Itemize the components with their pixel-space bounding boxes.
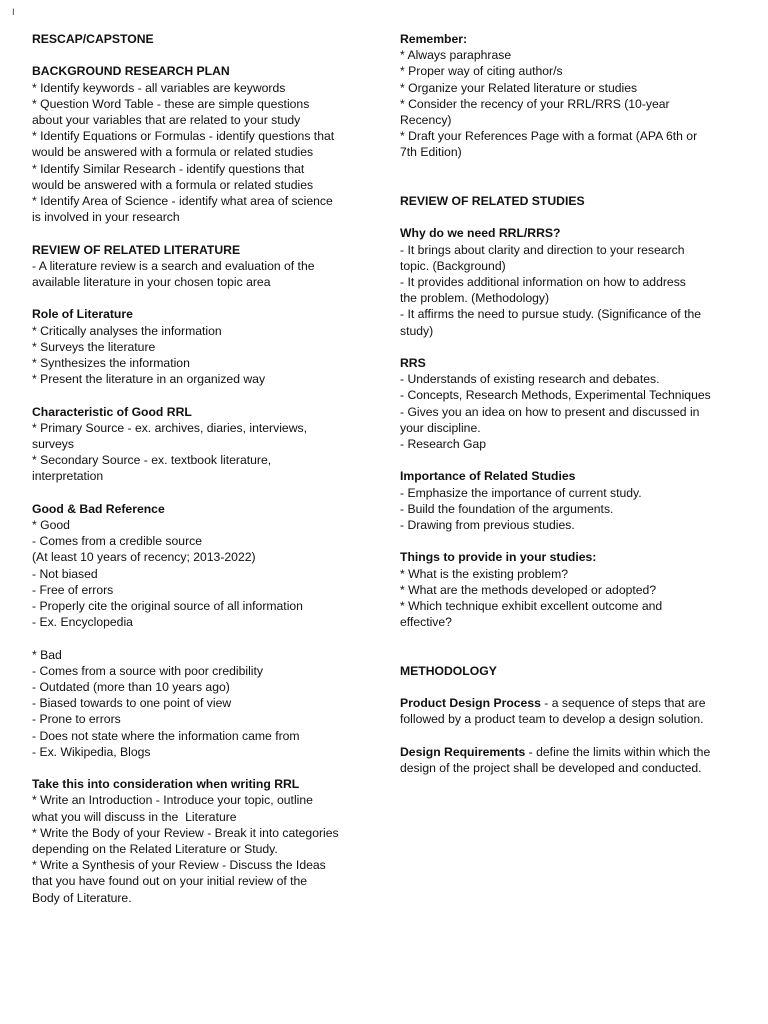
section-heading: Characteristic of Good RRL bbox=[32, 404, 192, 419]
blank-line bbox=[400, 161, 740, 177]
definition-term: Product Design Process bbox=[400, 696, 541, 711]
text-line: - Biased towards to one point of view bbox=[32, 696, 232, 711]
text-line: is involved in your research bbox=[32, 210, 180, 225]
text-line: * Identify Area of Science - identify what area of science bbox=[32, 194, 333, 209]
text-line: that you have found out on your initial review of the bbox=[32, 874, 308, 889]
text-line: * Identify keywords - all variables are keywords bbox=[32, 80, 286, 95]
text-line: * Proper way of citing author/s bbox=[400, 64, 563, 79]
text-line: * Draft your References Page with a format (APA 6th or bbox=[400, 129, 698, 144]
text-line: * Present the literature in an organized way bbox=[32, 372, 266, 387]
text-line: 7th Edition) bbox=[400, 145, 462, 160]
text-line: - Drawing from previous studies. bbox=[400, 518, 575, 533]
text-line: - Does not state where the information came from bbox=[32, 728, 300, 743]
text-line: what you will discuss in the Literature bbox=[32, 809, 237, 824]
text-line: * Primary Source - ex. archives, diaries, interviews, bbox=[32, 420, 307, 435]
right-column bbox=[400, 31, 740, 776]
blank-line bbox=[32, 47, 372, 63]
section-heading: Good & Bad Reference bbox=[32, 501, 165, 516]
text-line: * Surveys the literature bbox=[32, 339, 156, 354]
text-line: * Write a Synthesis of your Review - Discuss the Ideas bbox=[32, 858, 326, 873]
text-line: available literature in your chosen topic area bbox=[32, 275, 271, 290]
text-line: * Identify Similar Research - identify questions that bbox=[32, 161, 305, 176]
blank-line bbox=[400, 728, 740, 744]
blank-line bbox=[32, 760, 372, 776]
blank-line bbox=[400, 533, 740, 549]
text-line: design of the project shall be developed and conducted. bbox=[400, 760, 702, 775]
blank-line bbox=[400, 177, 740, 193]
text-line: * What are the methods developed or adopted? bbox=[400, 582, 657, 597]
blank-line bbox=[400, 452, 740, 468]
text-line: about your variables that are related to your study bbox=[32, 113, 301, 127]
definition-text: - define the limits within which the bbox=[525, 744, 711, 759]
definition-text: - a sequence of steps that are bbox=[540, 696, 706, 711]
text-line: * Organize your Related literature or studies bbox=[400, 80, 638, 95]
text-line: - Understands of existing research and debates. bbox=[400, 372, 660, 387]
definition-line bbox=[400, 695, 740, 711]
text-line: depending on the Related Literature or Study. bbox=[32, 842, 278, 857]
text-line: - Free of errors bbox=[32, 582, 114, 597]
blank-line bbox=[32, 630, 372, 646]
text-line: - Ex. Encyclopedia bbox=[32, 615, 133, 630]
text-line: would be answered with a formula or related studies bbox=[32, 145, 314, 160]
text-line: - It provides additional information on how to address bbox=[400, 275, 686, 289]
text-line: * Good bbox=[32, 518, 70, 533]
section-heading: Things to provide in your studies: bbox=[400, 550, 597, 565]
text-line: - Prone to errors bbox=[32, 712, 121, 727]
text-line: - Not biased bbox=[32, 566, 98, 581]
text-line: * Which technique exhibit excellent outcome and bbox=[400, 599, 663, 614]
section-heading: METHODOLOGY bbox=[400, 663, 497, 678]
text-line: followed by a product team to develop a design solution. bbox=[400, 712, 704, 727]
text-line: - Concepts, Research Methods, Experimental Techniques bbox=[400, 388, 711, 403]
definition-term: Design Requirements bbox=[400, 744, 526, 759]
section-heading: RESCAP/CAPSTONE bbox=[32, 32, 154, 46]
section-heading: REVIEW OF RELATED LITERATURE bbox=[32, 242, 241, 257]
text-line: * What is the existing problem? bbox=[400, 566, 568, 581]
text-line: * Write the Body of your Review - Break it into categories bbox=[32, 825, 339, 840]
blank-line bbox=[400, 630, 740, 646]
text-line: the problem. (Methodology) bbox=[400, 291, 550, 306]
blank-line bbox=[32, 387, 372, 403]
text-line: Body of Literature. bbox=[32, 890, 132, 905]
definition-line bbox=[400, 744, 740, 760]
blank-line bbox=[400, 209, 740, 225]
text-line: * Question Word Table - these are simple questions bbox=[32, 96, 310, 111]
blank-line bbox=[400, 339, 740, 355]
text-line: * Identify Equations or Formulas - identify questions that bbox=[32, 129, 335, 144]
section-heading: Remember: bbox=[400, 32, 468, 46]
text-line: Recency) bbox=[400, 113, 452, 128]
text-line: - Research Gap bbox=[400, 437, 487, 452]
text-line: * Write an Introduction - Introduce your topic, outline bbox=[32, 793, 313, 808]
section-heading: REVIEW OF RELATED STUDIES bbox=[400, 194, 585, 208]
text-line: surveys bbox=[32, 437, 74, 452]
text-line: - Gives you an idea on how to present and discussed in bbox=[400, 404, 700, 419]
blank-line bbox=[400, 679, 740, 695]
blank-line bbox=[400, 647, 740, 663]
text-line: your discipline. bbox=[400, 420, 481, 435]
text-line: topic. (Background) bbox=[400, 258, 506, 273]
text-line: would be answered with a formula or related studies bbox=[32, 177, 314, 192]
text-line: - Build the foundation of the arguments. bbox=[400, 501, 614, 516]
text-line: - Outdated (more than 10 years ago) bbox=[32, 680, 230, 695]
section-heading: Why do we need RRL/RRS? bbox=[400, 226, 561, 241]
text-line: * Synthesizes the information bbox=[32, 356, 190, 371]
section-heading: Take this into consideration when writing RRL bbox=[32, 777, 300, 792]
text-line: - Emphasize the importance of current study. bbox=[400, 485, 642, 500]
text-line: - Properly cite the original source of all information bbox=[32, 599, 303, 614]
text-line: * Bad bbox=[32, 647, 62, 662]
blank-line bbox=[32, 290, 372, 306]
blank-line bbox=[32, 485, 372, 501]
text-line: * Critically analyses the information bbox=[32, 323, 222, 338]
text-line: - It brings about clarity and direction to your research bbox=[400, 242, 685, 257]
text-cursor-mark: I bbox=[12, 8, 15, 18]
text-line: (At least 10 years of recency; 2013-2022) bbox=[32, 550, 256, 565]
left-column bbox=[32, 31, 372, 906]
text-line: study) bbox=[400, 323, 434, 338]
text-line: * Always paraphrase bbox=[400, 48, 512, 63]
section-heading: Role of Literature bbox=[32, 307, 133, 322]
text-line: - Comes from a credible source bbox=[32, 534, 203, 549]
text-line: interpretation bbox=[32, 469, 104, 484]
text-line: - Comes from a source with poor credibility bbox=[32, 663, 263, 678]
text-line: * Consider the recency of your RRL/RRS (10-year bbox=[400, 96, 670, 111]
section-heading: Importance of Related Studies bbox=[400, 469, 576, 484]
section-heading: RRS bbox=[400, 356, 426, 370]
text-line: * Secondary Source - ex. textbook literature, bbox=[32, 453, 272, 468]
text-line: - A literature review is a search and evaluation of the bbox=[32, 258, 315, 273]
blank-line bbox=[32, 225, 372, 241]
text-line: effective? bbox=[400, 615, 452, 630]
text-line: - It affirms the need to pursue study. (Significance of the bbox=[400, 307, 702, 322]
text-line: - Ex. Wikipedia, Blogs bbox=[32, 744, 151, 759]
section-heading: BACKGROUND RESEARCH PLAN bbox=[32, 64, 230, 79]
